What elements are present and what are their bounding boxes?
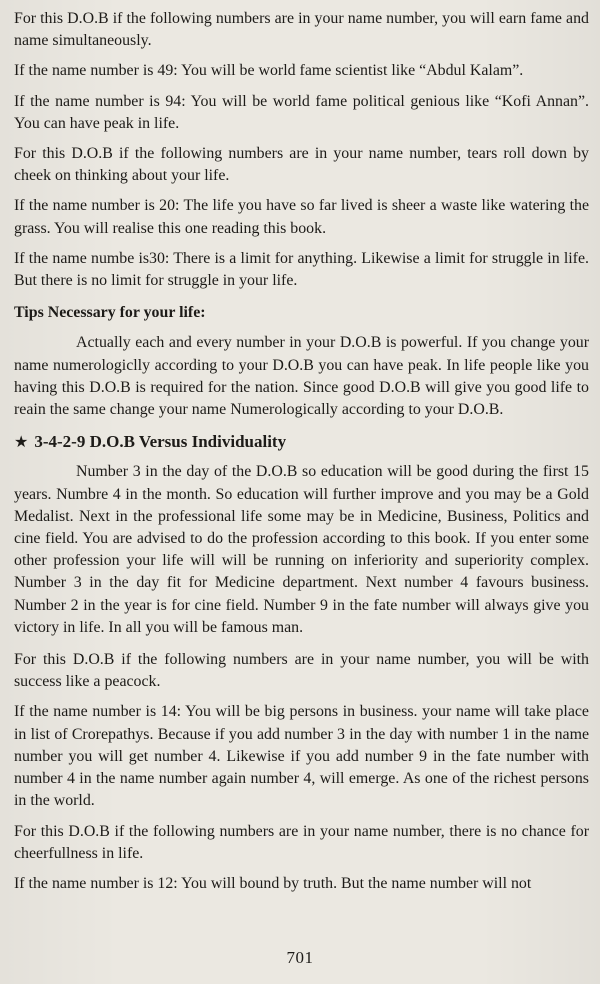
paragraph-name-number-12: If the name number is 12: You will bound by truth. But the name number will not <box>14 874 532 892</box>
section-intro-paragraph: Number 3 in the day of the D.O.B so education will be good during the first 15 years. Numbre 4 in the month. So education will further improve and you may be a Gold Medalist. Next in the professional life some may be in Medicine, Business, Politics and cine field. You are advised to do the profession according to this book. If you enter some other profession your life will will be running on inferiority and superiority complex. Number 3 in the day fit for Medicine department. Next number 4 favours business. Number 2 in the year is for cine field. Number 9 in the fate number will always give you victory in life. In all you will be famous man. <box>14 463 589 636</box>
paragraph-tears-intro: For this D.O.B if the following numbers are in your name number, tears roll down by cheek on thinking about your life. <box>14 145 589 185</box>
page-text <box>14 8 589 895</box>
section-heading <box>14 431 589 453</box>
tips-paragraph: Actually each and every number in your D.O.B is powerful. If you change your name numerologiclly according to your D.O.B you can have peak. In life people like you having this D.O.B is required for the nation. Since good D.O.B will give you good life to reain the same change your name Numerologically according to your D.O.B. <box>14 334 589 419</box>
paragraph-name-number-94: If the name number is 94: You will be world fame political genious like “Kofi Annan”. You can have peak in life. <box>14 92 589 132</box>
paragraph-name-number-20: If the name number is 20: The life you have so far lived is sheer a waste like watering the grass. You will realise this one reading this book. <box>14 197 589 237</box>
paragraph-cheerfulness-intro: For this D.O.B if the following numbers are in your name number, there is no chance for cheerfullness in life. <box>14 822 589 862</box>
paragraph-name-number-30: If the name numbe is30: There is a limit for anything. Likewise a limit for struggle in life. But there is no limit for struggle in your life. <box>14 249 589 290</box>
paragraph-name-number-14: If the name number is 14: You will be big persons in business. your name will take place in list of Crorepathys. Because if you add number 3 in the day with number 1 in the name number you will get number 4. Likewise if you add number 9 in the fate number with number 4 in the name number again number 4, will emerge. As one of the richest persons in the world. <box>14 703 589 810</box>
paragraph-fame-intro: For this D.O.B if the following numbers are in your name number, you will earn fame and name simultaneously. <box>14 10 589 50</box>
paragraph-peacock-intro: For this D.O.B if the following numbers are in your name number, you will be with success like a peacock. <box>14 651 589 691</box>
tips-heading: Tips Necessary for your life: <box>14 304 206 322</box>
star-icon: ★ <box>14 432 29 452</box>
section-heading-label: 3-4-2-9 D.O.B Versus Individuality <box>34 432 287 452</box>
page-number: 701 <box>286 948 314 967</box>
paragraph-name-number-49: If the name number is 49: You will be world fame scientist like “Abdul Kalam”. <box>14 62 524 80</box>
